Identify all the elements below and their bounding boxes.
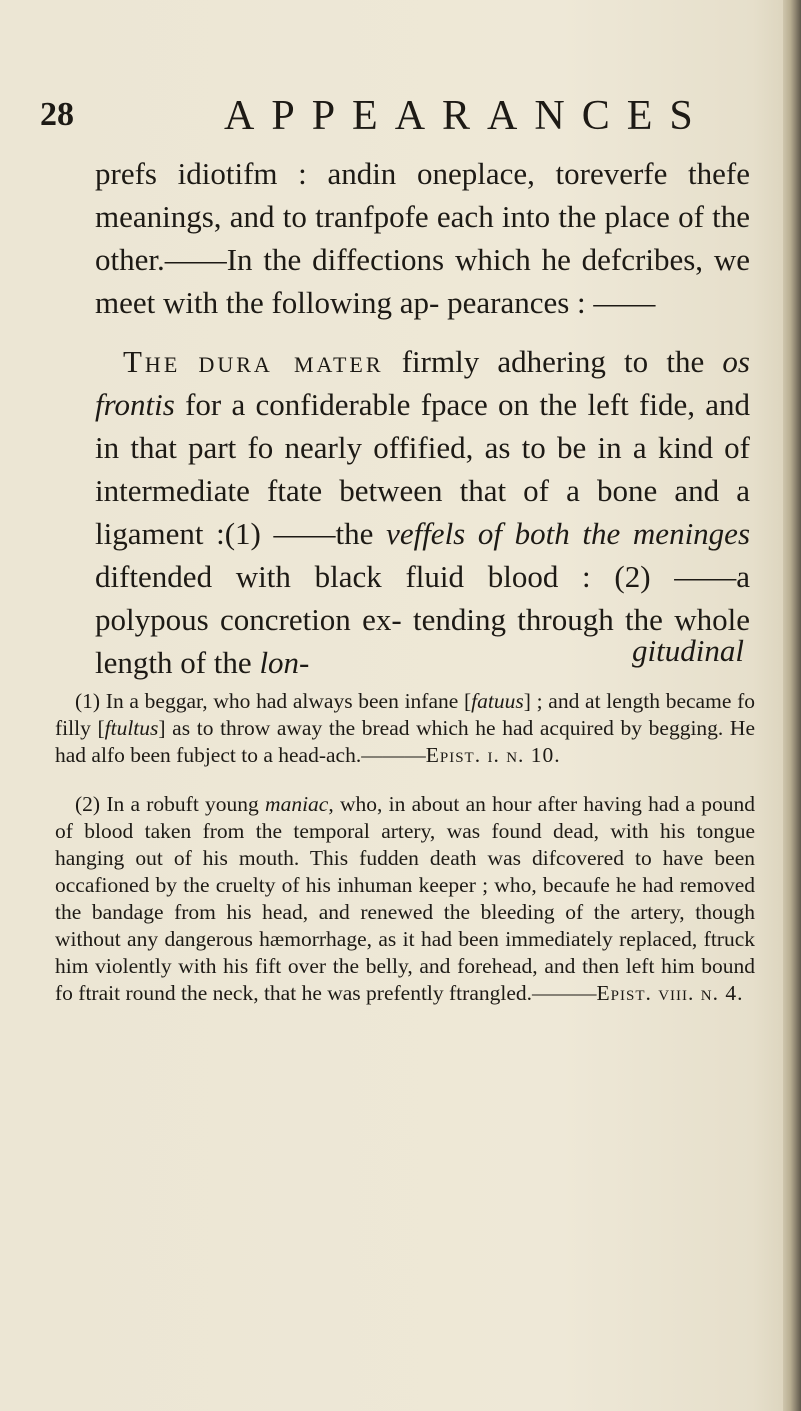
text-line: left fide, and in that part fo nearly offified, [95, 387, 751, 465]
catchword: gitudinal [632, 633, 744, 668]
page-number: 28 [40, 96, 74, 133]
vessels-term: veffels of both the meninges [386, 516, 751, 551]
text-run: tending through the whole length of the [95, 602, 750, 680]
footnote-text: ] ; and at length became fo filly [ [55, 689, 755, 740]
fatuus-term: fatuus [471, 689, 524, 713]
footnote-2 [55, 791, 755, 1007]
footnote-text: (2) In a robuft young [75, 792, 266, 816]
footnote-1 [55, 688, 755, 769]
page-header [40, 92, 760, 152]
text-line: as to be in a kind of intermediate ftate between [95, 430, 750, 508]
text-line: fluid blood : (2) ——a polypous concretion ex- [95, 559, 751, 637]
stultus-term: ftultus [104, 716, 159, 740]
text-line: place of the other.——In the diffections which [95, 199, 750, 277]
footnote-reference: Epist. viii. n. 4. [596, 981, 744, 1005]
text-run: for a confiderable fpace on the [174, 387, 578, 422]
page-edge-shadow [783, 0, 801, 1411]
longitudinal-term: lon- [259, 645, 310, 680]
text-line: meanings, and to tranfpofe each into the [95, 199, 597, 234]
text-run: diftended with black [95, 559, 382, 594]
running-head: APPEARANCES [224, 93, 710, 139]
text-line: prefs idiotifm : andin oneplace, toreverfe thefe [95, 156, 750, 191]
text-run: the [666, 344, 723, 379]
text-line: he defcribes, we meet with the following ap- [95, 242, 750, 320]
maniac-term: maniac [265, 792, 329, 816]
os-frontis-term: os frontis [95, 344, 750, 422]
footnote-text: ] as to throw away the bread which he had acquired by begging. He had alfo been fubject to a head-ach.——— [55, 716, 755, 767]
text-run: firmly adhering to [383, 344, 649, 379]
footnote-text: (1) In a beggar, who had always been infane [ [75, 689, 472, 713]
text-run: The [123, 344, 181, 379]
text-line: pearances : —— [447, 285, 656, 320]
footnote-reference: Epist. i. n. 10. [425, 743, 561, 767]
footnotes [55, 688, 755, 1007]
text-line: that of a bone and a ligament :(1) ——the [95, 473, 750, 551]
main-text [95, 152, 750, 684]
footnote-text: , who, in about an hour after having had a pound of blood taken from the temporal artery, was found dead, with his tongue hanging out of his mouth. This fudden death was difcovered to have been occafioned by the cruelty of his inhuman keeper ; who, becaufe he had removed the bandage from his head, and renewed the bleeding of the artery, though without any dangerous hæmorrhage, as it had been immediately replaced, ftruck him violently with his fift over the belly, and forehead, and then left him bound fo ftrait round the neck, that he was prefently ftrangled.——— [55, 792, 755, 1005]
dura-mater-term: dura mater [198, 344, 384, 379]
paragraph-1 [95, 152, 750, 324]
